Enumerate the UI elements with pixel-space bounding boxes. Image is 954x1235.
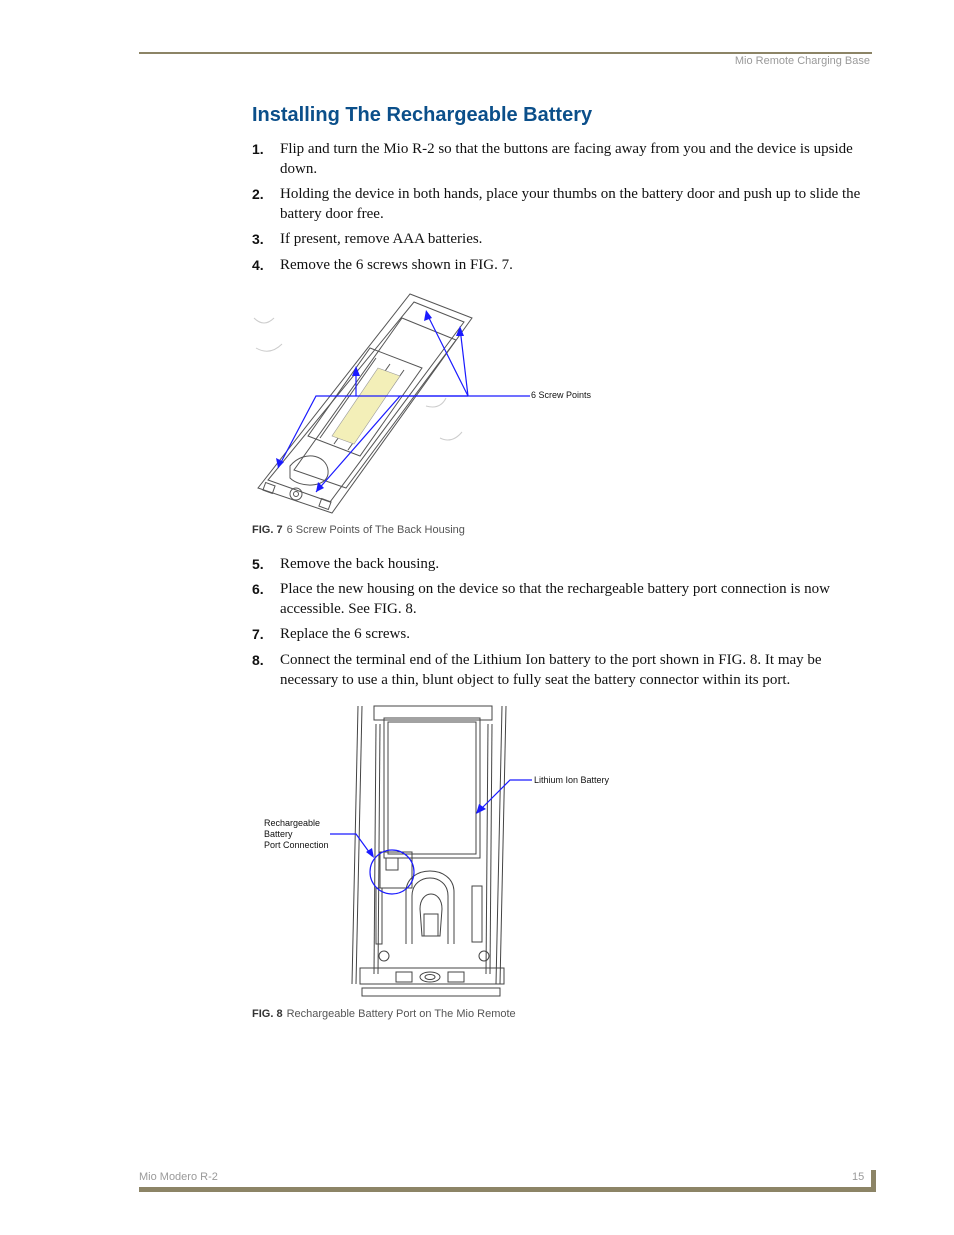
header-rule (139, 52, 872, 54)
fig8-label: FIG. 8 (252, 1008, 283, 1020)
fig8-callout-arrows (326, 776, 536, 866)
step-1 (252, 140, 870, 179)
fig7-callout-label: 6 Screw Points (531, 390, 592, 400)
step-text: Flip and turn the Mio R-2 so that the buttons are facing away from you and the device is upside down. (280, 141, 853, 177)
fig7-caption (252, 524, 465, 536)
page-number: 15 (852, 1171, 865, 1183)
fig8-callout-port-line1: Rechargeable (264, 818, 321, 828)
fig8-callout-port-line3: Port Connection (264, 840, 329, 850)
step-4 (252, 256, 870, 276)
running-header: Mio Remote Charging Base (734, 55, 870, 67)
step-text: Place the new housing on the device so that the rechargeable battery port connection is now accessible. See FIG. 8. (280, 581, 830, 617)
fig7-caption-text: 6 Screw Points of The Back Housing (286, 524, 465, 536)
fig8-callout-port-line2: Battery (264, 829, 293, 839)
step-7 (252, 625, 870, 645)
fig7-remote-back-illustration (250, 288, 610, 520)
step-text: Remove the 6 screws shown in FIG. 7. (280, 257, 513, 273)
section-title: Installing The Rechargeable Battery (252, 104, 593, 126)
step-5 (252, 555, 870, 575)
step-text: Connect the terminal end of the Lithium Ion battery to the port shown in FIG. 8. It may be necessary to use a thin, blunt object to fully seat the battery connector within its port. (280, 652, 822, 688)
step-3 (252, 230, 870, 250)
step-6 (252, 580, 870, 619)
step-number: 5. (252, 556, 264, 572)
step-8 (252, 651, 870, 690)
fig8-caption-text: Rechargeable Battery Port on The Mio Remote (286, 1008, 516, 1020)
footer-product: Mio Modero R-2 (139, 1171, 218, 1183)
step-number: 6. (252, 581, 264, 597)
step-number: 8. (252, 652, 264, 668)
fig8-callout-port (264, 818, 329, 851)
fig7-label: FIG. 7 (252, 524, 283, 536)
step-number: 3. (252, 231, 264, 247)
step-number: 4. (252, 257, 264, 273)
step-number: 1. (252, 141, 264, 157)
step-number: 2. (252, 186, 264, 202)
footer-rule (139, 1187, 876, 1192)
step-text: If present, remove AAA batteries. (280, 231, 483, 247)
step-text: Replace the 6 screws. (280, 626, 410, 642)
step-text: Remove the back housing. (280, 556, 440, 572)
fig8-caption (252, 1008, 516, 1020)
step-text: Holding the device in both hands, place your thumbs on the battery door and push up to slide the battery door free. (280, 186, 861, 222)
step-2 (252, 185, 870, 224)
fig8-callout-battery: Lithium Ion Battery (534, 775, 610, 785)
step-number: 7. (252, 626, 264, 642)
